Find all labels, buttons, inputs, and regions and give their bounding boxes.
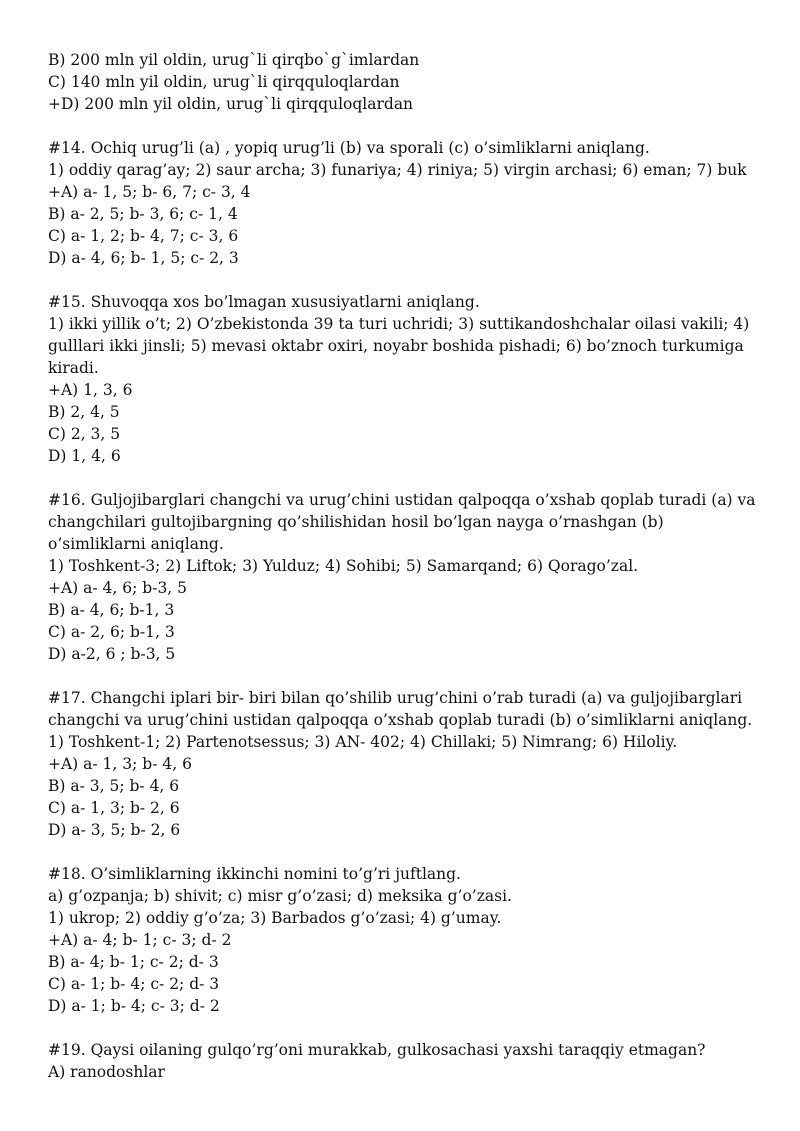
question-details: 1) ikki yillik o’t; 2) O’zbekistonda 39 ta turi uchridi; 3) suttikandoshchalar oilasi vakili; 4) gulllari ikki jinsli; 5) mevasi oktabr oxiri, noyabr boshida pishadi; 6) bo’znoch turkumiga kiradi. bbox=[48, 315, 750, 377]
question-text: #15. Shuvoqqa xos bo’lmagan xususiyatlarni aniqlang. bbox=[48, 293, 480, 311]
answer-option: +A) a- 4; b- 1; c- 3; d- 2 bbox=[48, 931, 232, 949]
answer-option: C) 2, 3, 5 bbox=[48, 425, 121, 443]
answer-option: C) a- 1, 3; b- 2, 6 bbox=[48, 799, 180, 817]
question-details: a) g’ozpanja; b) shivit; c) misr g’o’zasi; d) meksika g’o’zasi. bbox=[48, 887, 512, 905]
answer-option: +A) 1, 3, 6 bbox=[48, 381, 133, 399]
answer-option: +D) 200 mln yil oldin, urug`li qirqquloqlardan bbox=[48, 95, 414, 113]
answer-option: C) a- 1; b- 4; c- 2; d- 3 bbox=[48, 975, 220, 993]
spacer bbox=[48, 1017, 760, 1039]
question-text: #16. Guljojibarglari changchi va urug’chini ustidan qalpoqqa o’xshab qoplab turadi (a) va changchilari gultojibargning qo’shilishidan hosil bo’lgan nayga o’rnashgan (b) o’simliklarni aniqlang. bbox=[48, 491, 756, 553]
spacer bbox=[48, 665, 760, 687]
question-block-14 bbox=[48, 137, 760, 269]
answer-option: +A) a- 1, 3; b- 4, 6 bbox=[48, 755, 192, 773]
answer-option: +A) a- 4, 6; b-3, 5 bbox=[48, 579, 188, 597]
answer-option: C) a- 1, 2; b- 4, 7; c- 3, 6 bbox=[48, 227, 239, 245]
answer-option: C) a- 2, 6; b-1, 3 bbox=[48, 623, 175, 641]
answer-option: B) 200 mln yil oldin, urug`li qirqbo`g`imlardan bbox=[48, 51, 420, 69]
spacer bbox=[48, 115, 760, 137]
answer-option: B) 2, 4, 5 bbox=[48, 403, 120, 421]
answer-option: D) a- 1; b- 4; c- 3; d- 2 bbox=[48, 997, 220, 1015]
spacer bbox=[48, 467, 760, 489]
answer-option: C) 140 mln yil oldin, urug`li qirqquloqlardan bbox=[48, 73, 400, 91]
spacer bbox=[48, 841, 760, 863]
answer-option: D) a- 3, 5; b- 2, 6 bbox=[48, 821, 181, 839]
question-block-15 bbox=[48, 291, 760, 467]
answer-option: D) a- 4, 6; b- 1, 5; c- 2, 3 bbox=[48, 249, 239, 267]
question-details: 1) ukrop; 2) oddiy g’o’za; 3) Barbados g’o’zasi; 4) g’umay. bbox=[48, 909, 502, 927]
answer-option: +A) a- 1, 5; b- 6, 7; c- 3, 4 bbox=[48, 183, 251, 201]
question-text: #18. O’simliklarning ikkinchi nomini to’g’ri juftlang. bbox=[48, 865, 461, 883]
answer-option: D) 1, 4, 6 bbox=[48, 447, 121, 465]
question-block-18 bbox=[48, 863, 760, 1017]
question-details: 1) Toshkent-3; 2) Liftok; 3) Yulduz; 4) Sohibi; 5) Samarqand; 6) Qorago’zal. bbox=[48, 557, 639, 575]
question-text: #19. Qaysi oilaning gulqo’rg’oni murakkab, gulkosachasi yaxshi taraqqiy etmagan? bbox=[48, 1041, 706, 1059]
answer-option: A) ranodoshlar bbox=[48, 1063, 165, 1081]
answer-option: B) a- 4, 6; b-1, 3 bbox=[48, 601, 175, 619]
question-block-17 bbox=[48, 687, 760, 841]
intro-options bbox=[48, 49, 760, 115]
answer-option: D) a-2, 6 ; b-3, 5 bbox=[48, 645, 176, 663]
answer-option: B) a- 4; b- 1; c- 2; d- 3 bbox=[48, 953, 219, 971]
document-content bbox=[48, 49, 760, 1083]
question-text: #17. Changchi iplari bir- biri bilan qo’shilib urug’chini o’rab turadi (a) va guljojibarglari changchi va urug’chini ustidan qalpoqqa o’xshab qoplab turadi (b) o’simliklarni aniqlang. bbox=[48, 689, 753, 729]
question-block-16 bbox=[48, 489, 760, 665]
question-block-19 bbox=[48, 1039, 760, 1083]
question-details: 1) oddiy qarag’ay; 2) saur archa; 3) funariya; 4) riniya; 5) virgin archasi; 6) eman; 7) buk bbox=[48, 161, 747, 179]
spacer bbox=[48, 269, 760, 291]
answer-option: B) a- 2, 5; b- 3, 6; c- 1, 4 bbox=[48, 205, 238, 223]
question-text: #14. Ochiq urug’li (a) , yopiq urug’li (b) va sporali (c) o’simliklarni aniqlang. bbox=[48, 139, 650, 157]
answer-option: B) a- 3, 5; b- 4, 6 bbox=[48, 777, 180, 795]
question-details: 1) Toshkent-1; 2) Partenotsessus; 3) AN- 402; 4) Chillaki; 5) Nimrang; 6) Hiloliy. bbox=[48, 733, 678, 751]
